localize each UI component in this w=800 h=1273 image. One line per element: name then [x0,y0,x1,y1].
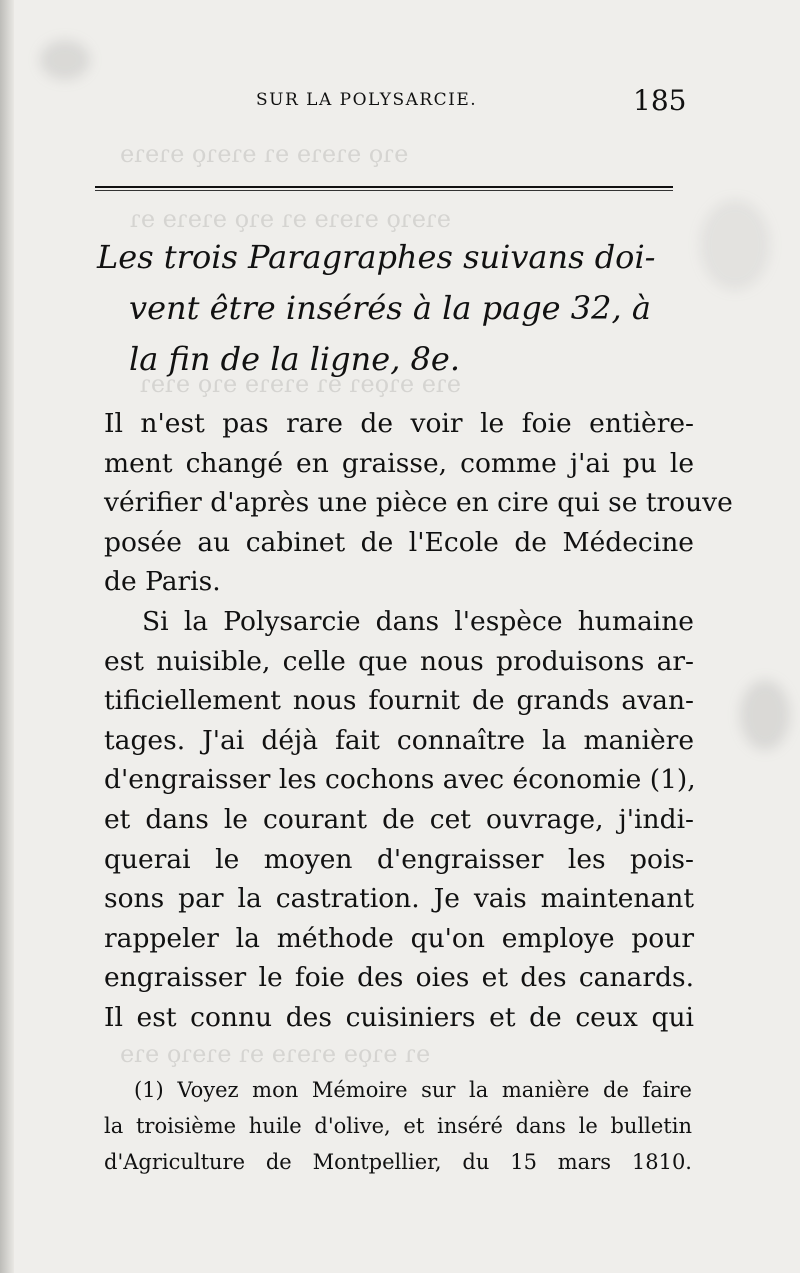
body-line: Il est connu des cuisiniers et de ceux qui [104,1001,694,1033]
running-head: SUR LA POLYSARCIE. [256,90,478,110]
body-line: de Paris. [104,566,221,598]
body-line: ment changé en graisse, comme j'ai pu le [104,447,694,479]
body-line: et dans le courant de cet ouvrage, j'indi- [104,803,694,835]
body-line: tages. J'ai déjà fait connaître la manière [104,724,694,756]
page-number: 185 [633,84,687,117]
bleed-through-decoration: ɘɿǫ ɘɿɘɿɘ ɘɿ ɘɿɘɿǫ ɘɿɘɿɘ [120,140,409,168]
body-line: d'engraisser les cochons avec économie (1), [104,764,696,796]
body-line: posée au cabinet de l'Ecole de Médecine [104,526,694,558]
body-line: vérifier d'après une pièce en cire qui se trouve [104,487,733,519]
bleed-through-decoration: ɘɿ ɘɿǫɘ ɘɿɘɿɘ ɘɿ ɘɿɘɿǫ ɘɿɘ [120,1040,431,1068]
body-line: tificiellement nous fournit de grands avan- [104,685,694,717]
bleed-through-decoration: ɘɿɘɿǫ ɘɿɘɿɘ ɘɿ ɘɿǫ ɘɿɘɿɘ ɘɿ [130,205,452,233]
header-rule-thin [95,190,673,191]
paper-stain [740,680,790,750]
footnote-line: la troisième huile d'olive, et inséré dans le bulletin [104,1114,692,1138]
notice-line: Les trois Paragraphes suivans doi- [97,238,656,276]
body-line: Si la Polysarcie dans l'espèce humaine [142,605,694,637]
paper-stain [40,40,90,80]
notice-line: vent être insérés à la page 32, à [129,289,651,327]
body-paragraphs [104,404,733,1038]
insertion-notice [97,232,687,385]
body-line: engraisser le foie des oies et des canards. [104,962,694,994]
footnote [104,1072,692,1180]
body-line: sons par la castration. Je vais maintenant [104,883,694,915]
body-line: querai le moyen d'engraisser les pois- [104,843,694,875]
header-rule [95,186,673,188]
page-header [0,84,800,128]
body-line: est nuisible, celle que nous produisons ar- [104,645,694,677]
body-line: rappeler la méthode qu'on employe pour [104,922,694,954]
body-line: Il n'est pas rare de voir le foie entière- [104,408,694,439]
footnote-line: (1) Voyez mon Mémoire sur la manière de faire [134,1078,692,1102]
footnote-line: d'Agriculture de Montpellier, du 15 mars 1810. [104,1150,692,1174]
bleed-through-decoration: ɘɿɘ ɘɿǫɘɿ ɘɿ ɘɿɘɿɘ ɘɿǫ ɘɿɘɿ [140,370,462,398]
paper-stain [700,200,770,290]
notice-line: la fin de la ligne, 8e. [129,340,460,378]
page-edge-shadow [0,0,14,1273]
